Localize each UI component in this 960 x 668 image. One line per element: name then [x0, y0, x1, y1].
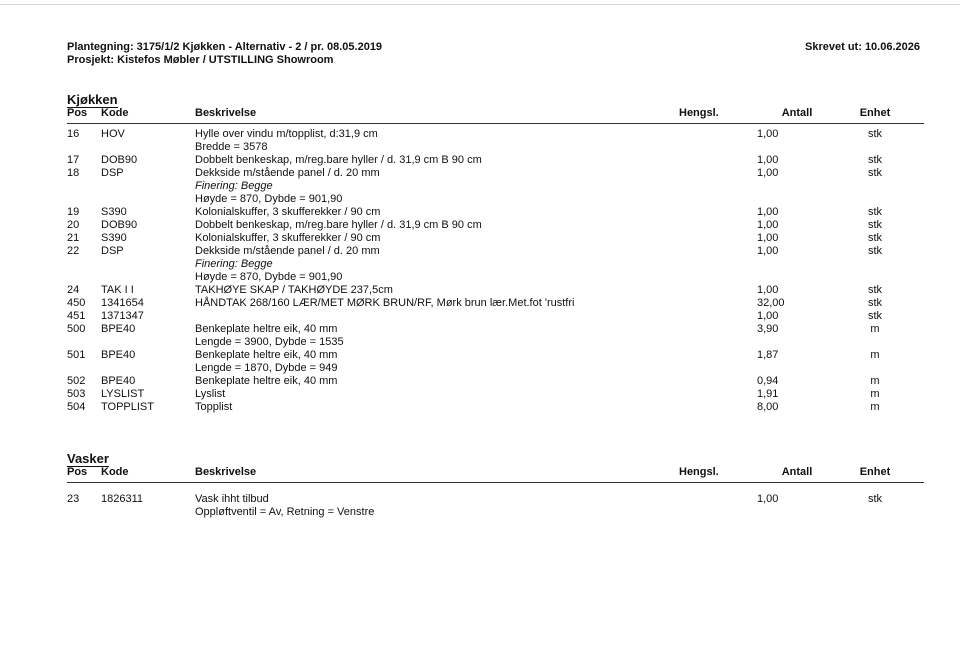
enhet-cell: stk [867, 128, 883, 140]
pos-cell: 18 [67, 167, 80, 179]
enhet-cell: stk [867, 310, 883, 322]
description-line: Lyslist [195, 388, 226, 400]
enhet-cell: stk [867, 493, 883, 505]
description-line: Finering: Begge [195, 180, 273, 192]
pos-cell: 500 [67, 323, 86, 335]
description-line: Benkeplate heltre eik, 40 mm [195, 349, 338, 361]
col-beskrivelse: Beskrivelse [195, 107, 257, 119]
description-cell [195, 154, 482, 167]
enhet-cell: m [870, 349, 880, 361]
col-hengsl: Hengsl. [679, 107, 719, 119]
description-line: Lengde = 1870, Dybde = 949 [195, 362, 338, 374]
table-header [67, 107, 924, 124]
col-pos: Pos [67, 107, 88, 119]
description-line: Høyde = 870, Dybde = 901,90 [195, 193, 343, 205]
pos-cell: 22 [67, 245, 80, 257]
section-title: Vasker [67, 451, 109, 466]
kode-cell: TOPPLIST [101, 401, 154, 413]
enhet-cell: stk [867, 232, 883, 244]
description-line: Vask ihht tilbud [195, 493, 269, 505]
section-kjokken [67, 93, 924, 414]
table-row [67, 284, 924, 297]
description-line: Bredde = 3578 [195, 141, 268, 153]
enhet-cell: stk [867, 206, 883, 218]
table-row [67, 349, 924, 375]
enhet-cell: m [870, 323, 880, 335]
description-cell [195, 493, 374, 519]
description-line: Topplist [195, 401, 233, 413]
col-enhet: Enhet [859, 466, 891, 478]
table-row [67, 167, 924, 206]
pos-cell: 17 [67, 154, 80, 166]
table-row [67, 388, 924, 401]
table-row [67, 128, 924, 154]
enhet-cell: stk [867, 219, 883, 231]
description-cell [195, 128, 378, 154]
antall-cell: 1,00 [757, 232, 779, 244]
kode-cell: DSP [101, 167, 124, 179]
kode-cell: LYSLIST [101, 388, 145, 400]
description-line: Dekkside m/stående panel / d. 20 mm [195, 167, 380, 179]
col-hengsl: Hengsl. [679, 466, 719, 478]
antall-cell: 1,91 [757, 388, 779, 400]
antall-cell: 1,00 [757, 245, 779, 257]
antall-cell: 1,00 [757, 128, 779, 140]
section-title: Kjøkken [67, 92, 118, 107]
enhet-cell: m [870, 388, 880, 400]
table-row [67, 401, 924, 414]
table-header [67, 466, 924, 483]
kode-cell: TAK I I [101, 284, 134, 296]
description-line: HÅNDTAK 268/160 LÆR/MET MØRK BRUN/RF, Mørk brun lær.Met.fot 'rustfri [195, 297, 575, 309]
kode-cell: BPE40 [101, 375, 136, 387]
pos-cell: 24 [67, 284, 80, 296]
table-row [67, 154, 924, 167]
kode-cell: DOB90 [101, 154, 138, 166]
antall-cell: 1,00 [757, 154, 779, 166]
project-title: Prosjekt: Kistefos Møbler / UTSTILLING Showroom [67, 54, 334, 66]
description-cell [195, 375, 337, 388]
description-cell [195, 323, 344, 349]
pos-cell: 21 [67, 232, 80, 244]
description-cell [195, 349, 338, 375]
pos-cell: 502 [67, 375, 86, 387]
pos-cell: 20 [67, 219, 80, 231]
antall-cell: 1,00 [757, 493, 779, 505]
pos-cell: 451 [67, 310, 86, 322]
section-vasker [67, 452, 924, 519]
pos-cell: 504 [67, 401, 86, 413]
kode-cell: HOV [101, 128, 125, 140]
description-line: Høyde = 870, Dybde = 901,90 [195, 271, 343, 283]
antall-cell: 3,90 [757, 323, 779, 335]
enhet-cell: stk [867, 167, 883, 179]
table-body [67, 128, 924, 414]
kode-cell: S390 [101, 232, 127, 244]
description-cell [195, 388, 225, 401]
pos-cell: 450 [67, 297, 86, 309]
col-beskrivelse: Beskrivelse [195, 466, 257, 478]
description-cell [195, 297, 574, 310]
pos-cell: 19 [67, 206, 80, 218]
enhet-cell: m [870, 401, 880, 413]
enhet-cell: stk [867, 245, 883, 257]
antall-cell: 1,00 [757, 310, 779, 322]
col-pos: Pos [67, 466, 88, 478]
antall-cell: 0,94 [757, 375, 779, 387]
pos-cell: 23 [67, 493, 80, 505]
enhet-cell: m [870, 375, 880, 387]
table-row [67, 375, 924, 388]
kode-cell: 1371347 [101, 310, 144, 322]
enhet-cell: stk [867, 284, 883, 296]
col-enhet: Enhet [859, 107, 891, 119]
kode-cell: DSP [101, 245, 124, 257]
pos-cell: 501 [67, 349, 86, 361]
description-cell [195, 167, 380, 206]
table-body [67, 493, 924, 519]
description-line: Dobbelt benkeskap, m/reg.bare hyller / d. 31,9 cm B 90 cm [195, 154, 482, 166]
antall-cell: 32,00 [757, 297, 785, 309]
table-row [67, 310, 924, 323]
pos-cell: 16 [67, 128, 80, 140]
col-kode: Kode [101, 107, 129, 119]
table-row [67, 206, 924, 219]
description-line: Hylle over vindu m/topplist, d:31,9 cm [195, 128, 378, 140]
enhet-cell: stk [867, 154, 883, 166]
enhet-cell: stk [867, 297, 883, 309]
description-line: Kolonialskuffer, 3 skufferekker / 90 cm [195, 232, 381, 244]
printed-date: Skrevet ut: 10.06.2026 [805, 41, 920, 53]
antall-cell: 1,00 [757, 206, 779, 218]
document-header [67, 41, 382, 67]
pos-cell: 503 [67, 388, 86, 400]
description-cell [195, 401, 232, 414]
description-line: Oppløftventil = Av, Retning = Venstre [195, 506, 375, 518]
col-antall: Antall [781, 107, 813, 119]
description-line: Benkeplate heltre eik, 40 mm [195, 323, 338, 335]
antall-cell: 1,87 [757, 349, 779, 361]
antall-cell: 1,00 [757, 167, 779, 179]
description-line: Dekkside m/stående panel / d. 20 mm [195, 245, 380, 257]
description-line: Finering: Begge [195, 258, 273, 270]
description-line: Kolonialskuffer, 3 skufferekker / 90 cm [195, 206, 381, 218]
col-antall: Antall [781, 466, 813, 478]
description-cell [195, 284, 393, 297]
table-row [67, 219, 924, 232]
kode-cell: DOB90 [101, 219, 138, 231]
description-line: TAKHØYE SKAP / TAKHØYDE 237,5cm [195, 284, 393, 296]
description-line: Benkeplate heltre eik, 40 mm [195, 375, 338, 387]
kode-cell: BPE40 [101, 323, 136, 335]
kode-cell: S390 [101, 206, 127, 218]
kode-cell: 1341654 [101, 297, 144, 309]
table-row [67, 297, 924, 310]
antall-cell: 1,00 [757, 219, 779, 231]
description-cell [195, 206, 380, 219]
col-kode: Kode [101, 466, 129, 478]
table-row [67, 245, 924, 284]
table-row [67, 232, 924, 245]
antall-cell: 8,00 [757, 401, 779, 413]
kode-cell: 1826311 [101, 493, 144, 505]
kode-cell: BPE40 [101, 349, 136, 361]
description-cell [195, 245, 380, 284]
antall-cell: 1,00 [757, 284, 779, 296]
table-row [67, 323, 924, 349]
description-line: Dobbelt benkeskap, m/reg.bare hyller / d. 31,9 cm B 90 cm [195, 219, 482, 231]
description-cell [195, 232, 380, 245]
top-border [0, 4, 960, 5]
description-cell [195, 219, 482, 232]
description-line: Lengde = 3900, Dybde = 1535 [195, 336, 344, 348]
drawing-title: Plantegning: 3175/1/2 Kjøkken - Alternativ - 2 / pr. 08.05.2019 [67, 41, 383, 53]
table-row [67, 493, 924, 519]
